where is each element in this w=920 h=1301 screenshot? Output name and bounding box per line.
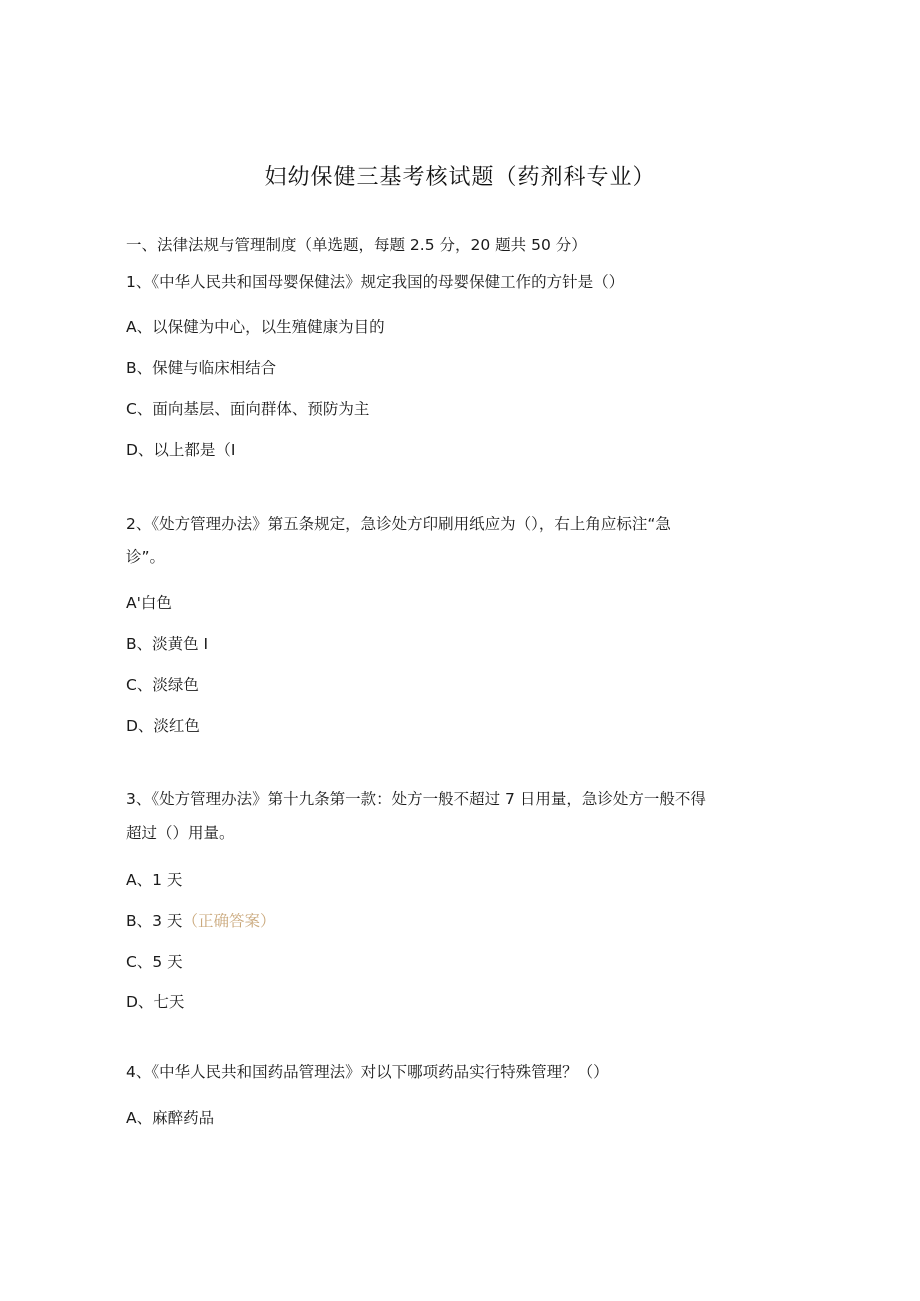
question-3-stem-line1: 3、《处方管理办法》第十九条第一款：处方一般不超过 7 日用量，急诊处方一般不得 xyxy=(126,790,706,808)
question-4-option-a: A、麻醉药品 xyxy=(126,1109,215,1127)
question-1-stem: 1、《中华人民共和国母婴保健法》规定我国的母婴保健工作的方针是（） xyxy=(126,273,625,291)
section-heading: 一、法律法规与管理制度（单选题，每题 2.5 分，20 题共 50 分） xyxy=(126,236,587,254)
question-3-option-a: A、1 天 xyxy=(126,871,183,889)
question-3-option-b xyxy=(126,911,275,931)
question-3-option-c: C、5 天 xyxy=(126,953,183,971)
question-2-stem-line2: 诊”。 xyxy=(126,548,166,566)
question-4-stem: 4、《中华人民共和国药品管理法》对以下哪项药品实行特殊管理？（） xyxy=(126,1063,609,1081)
question-2-option-b: B、淡黄色 I xyxy=(126,635,209,653)
question-3-stem-line2: 超过（）用量。 xyxy=(126,824,235,842)
question-2-option-d: D、淡红色 xyxy=(126,717,200,735)
question-1-option-a: A、以保健为中心，以生殖健康为目的 xyxy=(126,318,385,336)
question-1-option-d: D、以上都是（I xyxy=(126,441,236,459)
question-1-option-c: C、面向基层、面向群体、预防为主 xyxy=(126,400,370,418)
question-2-option-c: C、淡绿色 xyxy=(126,676,199,694)
question-2-option-a: A'白色 xyxy=(126,594,172,612)
correct-answer-note: （正确答案） xyxy=(182,912,276,930)
page-title: 妇幼保健三基考核试题（药剂科专业） xyxy=(264,165,656,190)
question-2-stem-line1: 2、《处方管理办法》第五条规定，急诊处方印刷用纸应为（），右上角应标注“急 xyxy=(126,515,671,533)
question-3-option-d: D、七天 xyxy=(126,993,185,1011)
question-1-option-b: B、保健与临床相结合 xyxy=(126,359,277,377)
question-3-option-b-text: B、3 天 xyxy=(126,912,183,930)
